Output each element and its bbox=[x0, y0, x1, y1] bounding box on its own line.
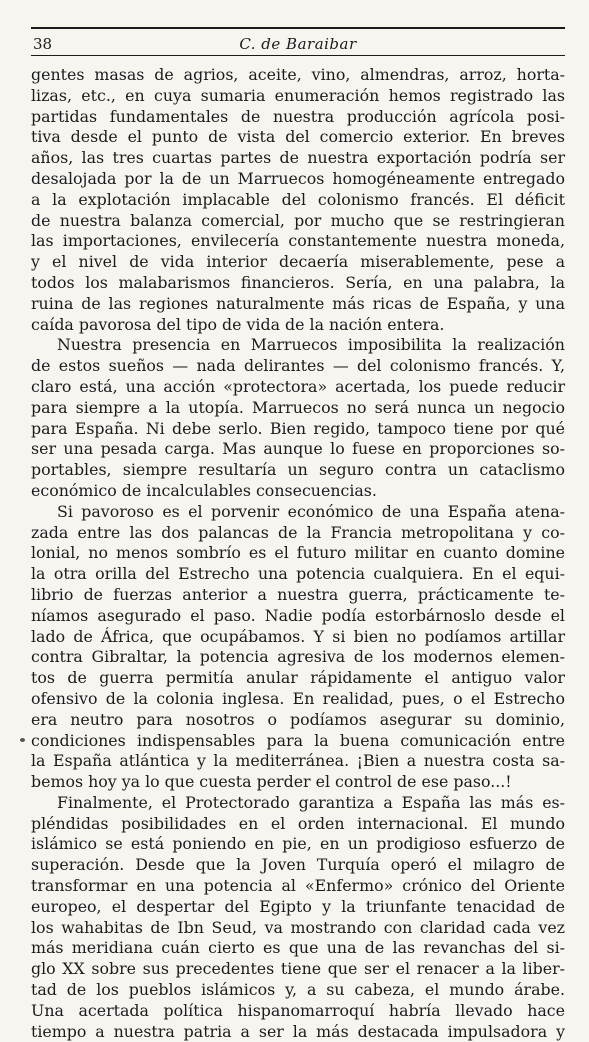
text-line: islámico se está poniendo en pie, en un prodigioso esfuerzo de bbox=[31, 834, 565, 854]
text-line: tad de los pueblos islámicos y, a su cabeza, el mundo árabe. bbox=[31, 980, 565, 1000]
text-line: las importaciones, envilecería constantemente nuestra moneda, bbox=[31, 231, 565, 251]
text-line: Si pavoroso es el porvenir económico de una España atena- bbox=[57, 501, 565, 521]
text-line: ruina de las regiones naturalmente más ricas de España, y una bbox=[31, 293, 565, 313]
text-line: europeo, el despertar del Egipto y la triunfante tenacidad de bbox=[31, 896, 565, 916]
text-line: portables, siempre resultaría un seguro contra un cataclismo bbox=[31, 460, 565, 480]
text-line: superación. Desde que la Joven Turquía operó el milagro de bbox=[31, 855, 565, 875]
running-header bbox=[31, 33, 565, 56]
book-page bbox=[31, 27, 565, 1042]
paragraph bbox=[31, 335, 565, 501]
text-line: ofensivo de la colonia inglesa. En realidad, pues, o el Estrecho bbox=[31, 688, 565, 708]
text-line: de nuestra balanza comercial, por mucho que se restringieran bbox=[31, 210, 565, 230]
text-line: la España atlántica y la mediterránea. ¡Bien a nuestra costa sa- bbox=[31, 751, 565, 771]
text-line: de estos sueños — nada delirantes — del colonismo francés. Y, bbox=[31, 356, 565, 376]
text-line: contra Gibraltar, la potencia agresiva de los modernos elemen- bbox=[31, 647, 565, 667]
text-line: tiempo a nuestra patria a ser la más destacada impulsadora y bbox=[31, 1021, 565, 1041]
text-line: transformar en una potencia al «Enfermo» crónico del Oriente bbox=[31, 876, 565, 896]
text-line: más meridiana cuán cierto es que una de las revanchas del si- bbox=[31, 938, 565, 958]
text-line: níamos asegurado el paso. Nadie podía estorbárnoslo desde el bbox=[31, 605, 565, 625]
paragraph bbox=[31, 793, 565, 1042]
text-line: todos los malabarismos financieros. Sería, en una palabra, la bbox=[31, 272, 565, 292]
text-line: tiva desde el punto de vista del comercio exterior. En breves bbox=[31, 127, 565, 147]
text-line: lonial, no menos sombrío es el futuro militar en cuanto domine bbox=[31, 543, 565, 563]
page-number: 38 bbox=[33, 35, 53, 53]
text-line: Nuestra presencia en Marruecos imposibilita la realización bbox=[57, 335, 565, 355]
text-line: bemos hoy ya lo que cuesta perder el control de ese paso...! bbox=[31, 772, 512, 792]
text-line: librio de fuerzas anterior a nuestra guerra, prácticamente te- bbox=[31, 584, 565, 604]
text-line: condiciones indispensables para la buena comunicación entre bbox=[31, 730, 565, 750]
text-line: glo XX sobre sus precedentes tiene que ser el renacer a la liber- bbox=[31, 959, 565, 979]
text-line: Finalmente, el Protectorado garantiza a España las más es- bbox=[57, 792, 565, 812]
text-line: tos de guerra permitía anular rápidamente el antiguo valor bbox=[31, 668, 565, 688]
text-line: claro está, una acción «protectora» acertada, los puede reducir bbox=[31, 376, 565, 396]
text-line: lado de África, que ocupábamos. Y si bien no podíamos artillar bbox=[31, 626, 565, 646]
text-line: partidas fundamentales de nuestra producción agrícola posi- bbox=[31, 106, 565, 126]
text-line: zada entre las dos palancas de la Francia metropolitana y co- bbox=[31, 522, 565, 542]
text-line: Una acertada política hispanomarroquí habría llevado hace bbox=[31, 1000, 565, 1020]
text-line: lizas, etc., en cuya sumaria enumeración hemos registrado las bbox=[31, 85, 565, 105]
ink-speck bbox=[20, 738, 25, 742]
text-line: desalojada por la de un Marruecos homogéneamente entregado bbox=[31, 168, 565, 188]
paragraph bbox=[31, 65, 565, 335]
text-line: para España. Ni debe serlo. Bien regido, tampoco tiene por qué bbox=[31, 418, 565, 438]
paragraph bbox=[31, 502, 565, 793]
text-line: económico de incalculables consecuencias. bbox=[31, 480, 377, 500]
text-line: y el nivel de vida interior decaería miserablemente, pese a bbox=[31, 252, 565, 272]
text-line: gentes masas de agrios, aceite, vino, almendras, arroz, horta- bbox=[31, 65, 565, 84]
text-line: para siempre a la utopía. Marruecos no será nunca un negocio bbox=[31, 397, 565, 417]
text-line: la otra orilla del Estrecho una potencia cualquiera. En el equi- bbox=[31, 564, 565, 584]
running-head-author: C. de Baraibar bbox=[239, 35, 357, 53]
text-line: a la explotación implacable del colonismo francés. El déficit bbox=[31, 189, 565, 209]
text-line: los wahabitas de Ibn Seud, va mostrando con claridad cada vez bbox=[31, 917, 565, 937]
text-line: ser una pesada carga. Mas aunque lo fuese en proporciones so- bbox=[31, 439, 565, 459]
text-line: caída pavorosa del tipo de vida de la nación entera. bbox=[31, 314, 445, 334]
text-line: años, las tres cuartas partes de nuestra exportación podría ser bbox=[31, 148, 565, 168]
top-rule bbox=[31, 27, 565, 29]
body-text bbox=[31, 65, 565, 1042]
text-line: pléndidas posibilidades en el orden internacional. El mundo bbox=[31, 813, 565, 833]
text-line: era neutro para nosotros o podíamos asegurar su dominio, bbox=[31, 709, 565, 729]
